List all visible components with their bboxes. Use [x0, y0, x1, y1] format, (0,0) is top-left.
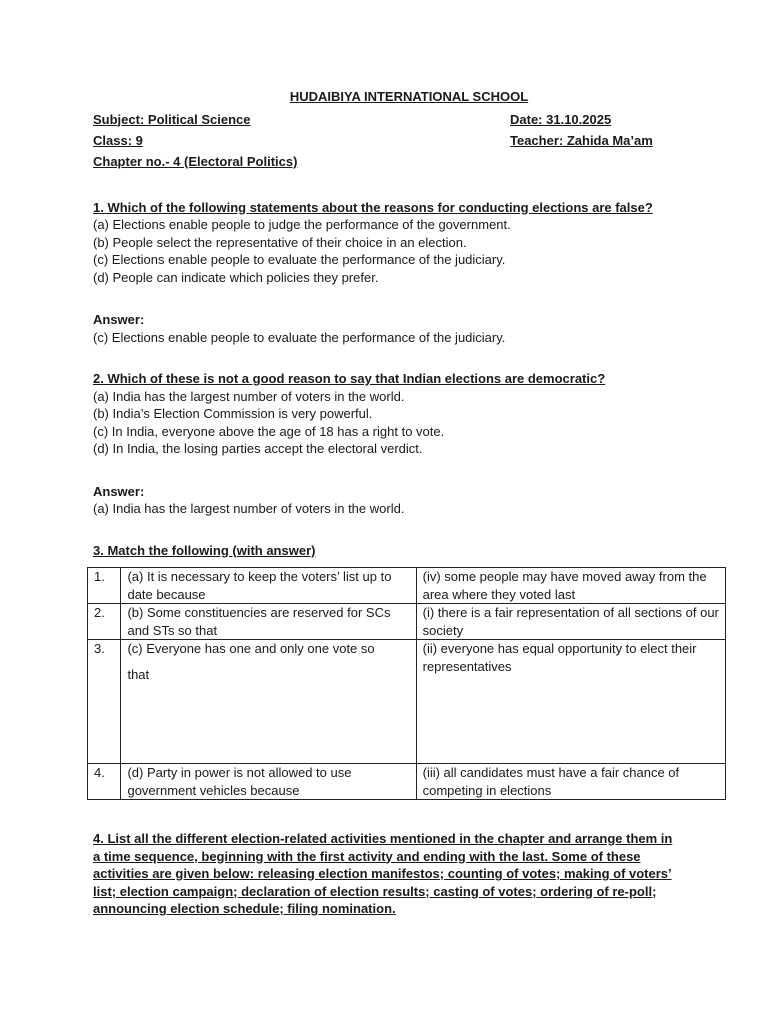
question-1-option-d: (d) People can indicate which policies they prefer.	[93, 269, 379, 285]
chapter-label: Chapter no.- 4 (Electoral Politics)	[93, 153, 298, 169]
question-1-option-a: (a) Elections enable people to judge the performance of the government.	[93, 217, 511, 232]
question-2-option-a: (a) India has the largest number of voters in the world.	[93, 388, 405, 404]
row-number: 4.	[88, 764, 121, 800]
match-table	[87, 567, 726, 800]
question-2-option-b: (b) India’s Election Commission is very powerful.	[93, 406, 373, 421]
match-right-cell: (iv) some people may have moved away from the area where they voted last	[416, 568, 725, 604]
question-2	[93, 370, 725, 518]
match-left-line-2: that	[127, 666, 150, 682]
row-number: 3.	[88, 640, 121, 764]
class-label: Class: 9	[93, 132, 143, 148]
question-2-answer: (a) India has the largest number of voters in the world.	[93, 501, 405, 516]
table-row	[88, 764, 726, 800]
school-title: HUDAIBIYA INTERNATIONAL SCHOOL	[289, 89, 529, 104]
teacher-label: Teacher: Zahida Ma’am	[510, 132, 653, 148]
question-4-text: 4. List all the different election-related activities mentioned in the chapter and arrange them in a time sequence, beginning with the first activity and ending with the last. Some of these activities are given below: releasing election manifestos; counting of votes; making of voters’ list; election campaign; declaration of election results; casting of votes; ordering of re-poll; announcing election schedule; filing nomination.	[93, 831, 673, 916]
meta-row-class-teacher	[93, 130, 725, 151]
question-3-text: 3. Match the following (with answer)	[93, 542, 316, 558]
meta-row-subject-date	[93, 109, 725, 130]
question-1-option-c: (c) Elections enable people to evaluate the performance of the judiciary.	[93, 252, 506, 267]
question-2-answer-label: Answer:	[93, 483, 145, 499]
table-row	[88, 568, 726, 604]
match-right-cell: (iii) all candidates must have a fair chance of competing in elections	[416, 764, 725, 800]
question-1	[93, 199, 725, 347]
question-2-option-c: (c) In India, everyone above the age of 18 has a right to vote.	[93, 423, 445, 439]
subject-label: Subject: Political Science	[93, 111, 251, 127]
question-1-answer-label: Answer:	[93, 312, 145, 327]
match-right-cell: (i) there is a fair representation of all sections of our society	[416, 604, 725, 640]
match-right-cell: (ii) everyone has equal opportunity to elect their representatives	[416, 640, 725, 764]
table-row	[88, 640, 726, 764]
question-1-text: 1. Which of the following statements about the reasons for conducting elections are false?	[93, 199, 653, 215]
question-3	[93, 542, 725, 801]
question-2-text: 2. Which of these is not a good reason to say that Indian elections are democratic?	[93, 371, 606, 386]
match-left-cell: (a) It is necessary to keep the voters’ list up to date because	[121, 568, 416, 604]
question-2-option-d: (d) In India, the losing parties accept the electoral verdict.	[93, 441, 423, 456]
match-left-cell	[121, 640, 416, 764]
match-left-line-1: (c) Everyone has one and only one vote so	[127, 641, 375, 656]
table-row	[88, 604, 726, 640]
date-label: Date: 31.10.2025	[510, 111, 612, 127]
match-left-cell: (b) Some constituencies are reserved for SCs and STs so that	[121, 604, 416, 640]
question-1-option-b: (b) People select the representative of their choice in an election.	[93, 234, 467, 250]
row-number: 2.	[88, 604, 121, 640]
match-left-cell: (d) Party in power is not allowed to use government vehicles because	[121, 764, 416, 800]
question-1-answer: (c) Elections enable people to evaluate the performance of the judiciary.	[93, 329, 506, 345]
worksheet-page	[93, 88, 725, 918]
row-number: 1.	[88, 568, 121, 604]
